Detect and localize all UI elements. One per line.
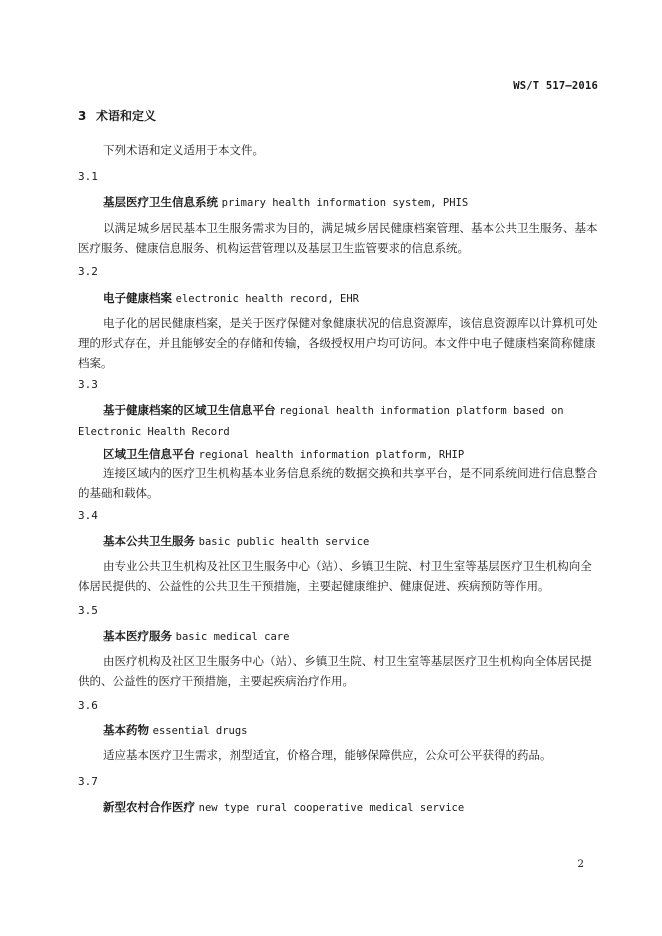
- term-zh: 基层医疗卫生信息系统: [103, 195, 218, 209]
- term-entry: [78, 192, 600, 213]
- clause-number: 3.6: [78, 699, 98, 712]
- clause-number: 3.1: [78, 170, 98, 183]
- term-en: primary health information system, PHIS: [221, 197, 469, 209]
- term-en: essential drugs: [152, 725, 248, 737]
- term-zh-alt: 区域卫生信息平台: [103, 447, 195, 461]
- term-zh: 电子健康档案: [103, 291, 172, 305]
- term-entry: [78, 400, 600, 442]
- term-definition: 由专业公共卫生机构及社区卫生服务中心（站）、乡镇卫生院、村卫生室等基层医疗卫生机构向全体居民提供的、公益性的公共卫生干预措施，主要起健康维护、健康促进、疾病预防等作用。: [78, 559, 592, 593]
- term-definition: 适应基本医疗卫生需求，剂型适宜，价格合理，能够保障供应，公众可公平获得的药品。: [103, 748, 552, 762]
- clause-number: 3.5: [78, 604, 98, 617]
- term-entry: [78, 531, 600, 552]
- term-entry: [78, 288, 600, 309]
- term-entry: [78, 720, 600, 741]
- term-zh: 基本药物: [103, 723, 149, 737]
- section-intro: 下列术语和定义适用于本文件。: [103, 143, 264, 157]
- section-heading: [78, 106, 600, 126]
- term-definition: 以满足城乡居民基本卫生服务需求为目的，满足城乡居民健康档案管理、基本公共卫生服务、基本医疗服务、健康信息服务、机构运营管理以及基层卫生监管要求的信息系统。: [78, 221, 598, 255]
- term-en: electronic health record, EHR: [175, 293, 359, 305]
- term-en-alt: regional health information platform, RHIP: [198, 449, 465, 461]
- standard-code: WS/T 517—2016: [513, 80, 598, 92]
- term-definition: 由医疗机构及社区卫生服务中心（站）、乡镇卫生院、村卫生室等基层医疗卫生机构向全体居民提供的、公益性的医疗干预措施，主要起疾病治疗作用。: [78, 654, 592, 688]
- term-zh: 基本公共卫生服务: [103, 534, 195, 548]
- clause-number: 3.7: [78, 775, 98, 788]
- term-definition: 连接区域内的医疗卫生机构基本业务信息系统的数据交换和共享平台，是不同系统间进行信息整合的基础和载体。: [78, 466, 598, 500]
- section-title: 术语和定义: [96, 109, 157, 123]
- term-zh: 基本医疗服务: [103, 629, 172, 643]
- term-en: basic medical care: [175, 631, 290, 643]
- section-number: 3: [78, 109, 87, 123]
- term-entry: [78, 626, 600, 647]
- term-zh: 新型农村合作医疗: [103, 800, 195, 814]
- clause-number: 3.2: [78, 265, 98, 278]
- term-en: basic public health service: [198, 536, 370, 548]
- term-entry: [78, 797, 600, 818]
- clause-number: 3.4: [78, 509, 98, 522]
- term-definition: 电子化的居民健康档案，是关于医疗保健对象健康状况的信息资源库，该信息资源库以计算机可处理的形式存在，并且能够安全的存储和传输，各级授权用户均可访问。本文件中电子健康档案简称健康档案。: [78, 316, 598, 370]
- term-entry-alt: [78, 444, 600, 465]
- term-en: regional health information platform based on Electronic Health Record: [78, 405, 564, 438]
- clause-number: 3.3: [78, 378, 98, 391]
- term-zh: 基于健康档案的区域卫生信息平台: [103, 403, 276, 417]
- page-number: 2: [577, 858, 584, 870]
- term-en: new type rural cooperative medical service: [198, 802, 465, 814]
